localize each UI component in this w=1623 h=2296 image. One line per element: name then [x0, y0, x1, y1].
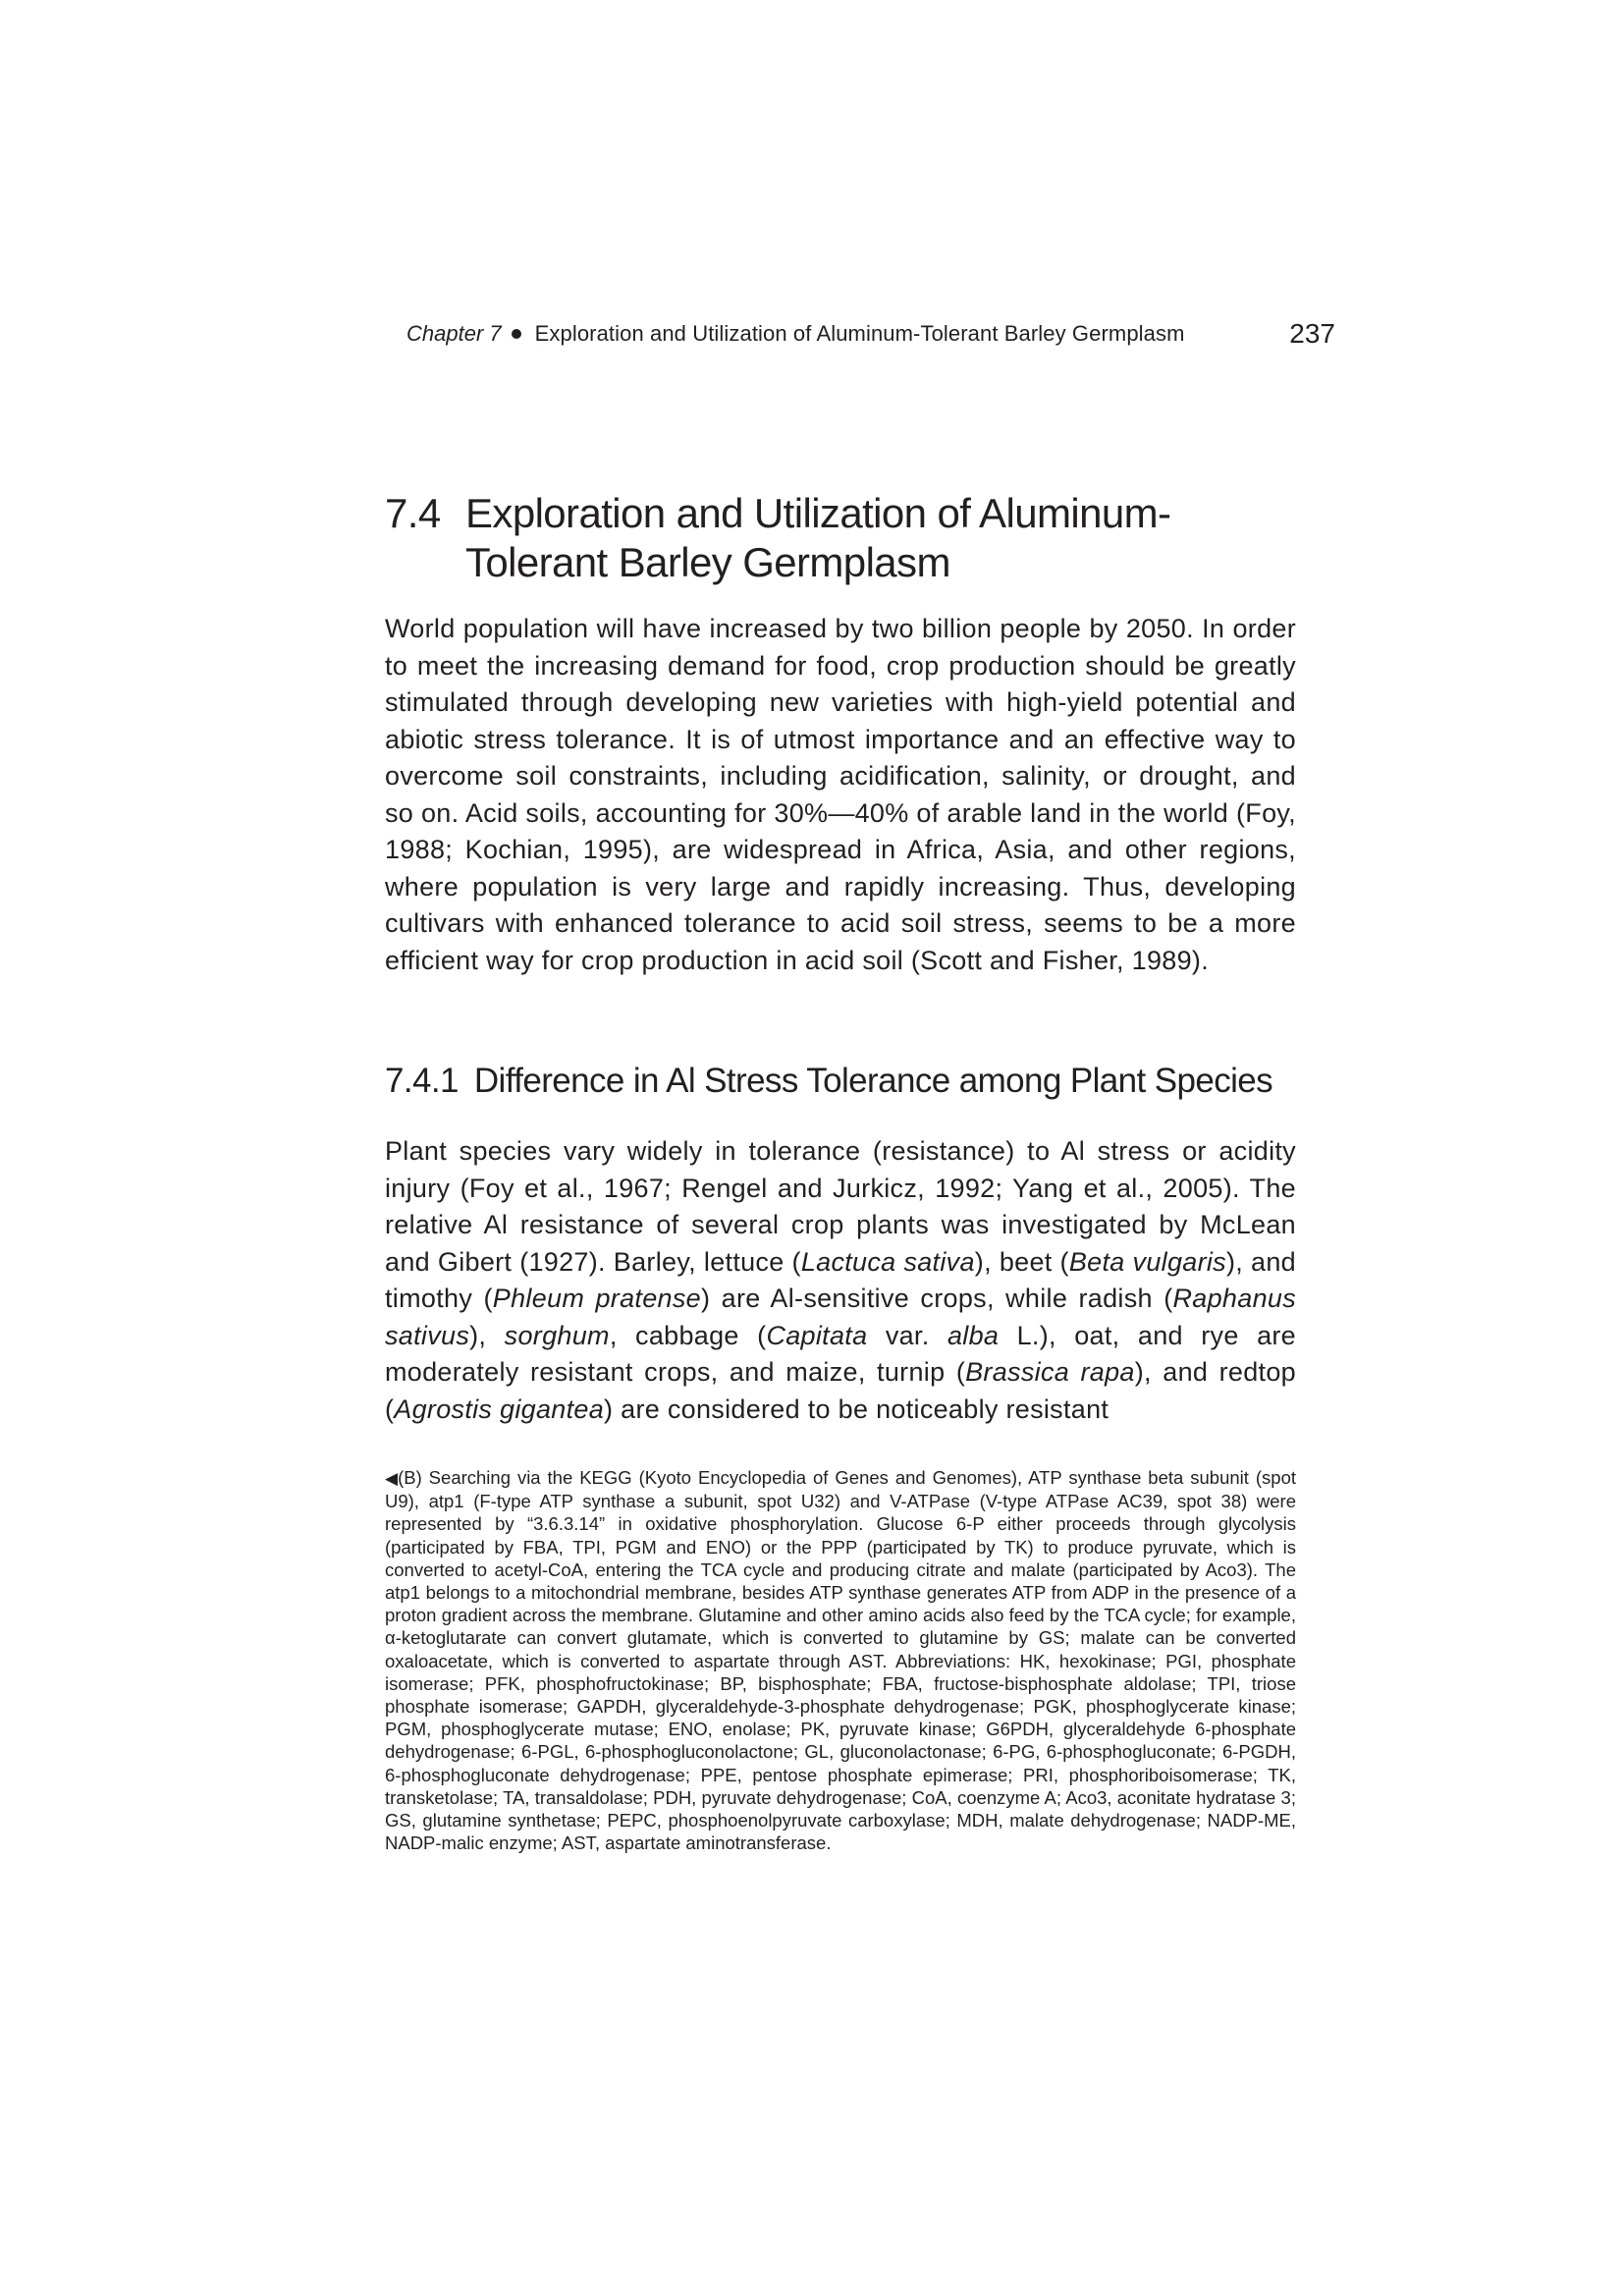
caption-text [385, 1466, 1296, 1854]
bullet-icon [512, 329, 521, 339]
subsection-number: 7.4.1 [385, 1062, 459, 1100]
text-run: var. [867, 1320, 947, 1350]
text-run: ), and redtop ( [385, 1357, 1296, 1424]
text-run: Plant species vary widely in tolerance (resistance) to Al stress or acidity injury (Foy et al., 1967; Rengel and Jurkicz, 1992; Yang et al., 2005). The relative Al resistance of several crop plants was investigated by McLean and Gibert (1927). Barley, lettuce ( [385, 1136, 1296, 1277]
species-name: Beta vulgaris [1068, 1246, 1226, 1277]
species-name: sorghum [504, 1320, 610, 1350]
species-name: Brassica rapa [965, 1357, 1135, 1387]
section-title-line2: Tolerant Barley Germplasm [465, 539, 950, 585]
figure-caption [385, 1466, 1296, 1854]
text-run: World population will have increased by two billion people by 2050. In order to meet the increasing demand for food, crop production should be greatly stimulated through developing new varieties with high-yield potential and abiotic stress tolerance. It is of utmost importance and an effective way to overcome soil constraints, including acidification, salinity, or drought, and so on. Acid soils, accounting for 30%—40% of arable land in the world (Foy, 1988; Kochian, 1995), are widespread in Africa, Asia, and other regions, where population is very large and rapidly increasing. Thus, developing cultivars with enhanced tolerance to acid soil stress, seems to be a more efficient way for crop production in acid soil (Scott and Fisher, 1989). [385, 614, 1296, 975]
text-run: ), and timothy ( [385, 1246, 1297, 1313]
species-name: Phleum pratense [492, 1284, 701, 1313]
species-name: Lactuca sativa [800, 1246, 975, 1277]
subsection-heading [385, 1059, 1296, 1104]
text-run: ), beet ( [974, 1246, 1069, 1277]
subsection-heading-block [385, 1059, 1296, 1104]
section-title-line1: Exploration and Utilization of Aluminum- [465, 490, 1171, 536]
running-header [406, 314, 1335, 354]
text-run: ) are considered to be noticeably resistant [604, 1394, 1109, 1424]
chapter-label: Chapter 7 [406, 321, 502, 346]
section-number: 7.4 [385, 490, 441, 536]
species-name: Capitata [766, 1320, 868, 1350]
species-name: alba [947, 1320, 1000, 1350]
section-heading-block [385, 489, 1296, 587]
text-run: ) are Al-sensitive crops, while radish ( [700, 1284, 1173, 1313]
body-paragraph [385, 1133, 1296, 1428]
text-run: , cabbage ( [609, 1320, 767, 1350]
subsection-body [385, 1133, 1296, 1428]
page-number: 237 [1289, 318, 1335, 349]
text-run: L.), oat, and rye are moderately resistant crops, and maize, turnip ( [385, 1320, 1296, 1387]
species-name: Agrostis gigantea [394, 1394, 605, 1424]
body-paragraph [385, 611, 1296, 979]
caption-body: (B) Searching via the KEGG (Kyoto Encyclopedia of Genes and Genomes), ATP synthase beta subunit (spot U9), atp1 (F-type ATP synthase a subunit, spot U32) and V-ATPase (V-type ATPase AC39, spot 38) were represented by “3.6.3.14” in oxidative phosphorylation. Glucose 6-P either proceeds through glycolysis (participated by FBA, TPI, PGM and ENO) or the PPP (participated by TK) to produce pyruvate, which is converted to acetyl-CoA, entering the TCA cycle and producing citrate and malate (participated by Aco3). The atp1 belongs to a mitochondrial membrane, besides ATP synthase generates ATP from ADP in the presence of a proton gradient across the membrane. Glutamine and other amino acids also feed by the TCA cycle; for example, α-ketoglutarate can convert glutamate, which is converted to glutamine by GS; malate can be converted oxaloacetate, which is converted to aspartate through AST. Abbreviations: HK, hexokinase; PGI, phosphate isomerase; PFK, phosphofructokinase; BP, bisphosphate; FBA, fructose-bisphosphate aldolase; TPI, triose phosphate isomerase; GAPDH, glyceraldehyde-3-phosphate dehydrogenase; PGK, phosphoglycerate kinase; PGM, phosphoglycerate mutase; ENO, enolase; PK, pyruvate kinase; G6PDH, glyceraldehyde 6-phosphate dehydrogenase; 6-PGL, 6-phosphogluconolactone; GL, gluconolactonase; 6-PG, 6-phosphogluconate; 6-PGDH, 6-phosphogluconate dehydrogenase; PPE, pentose phosphate epimerase; PRI, phosphoriboisomerase; TK, transketolase; TA, transaldolase; PDH, pyruvate dehydrogenase; CoA, coenzyme A; Aco3, aconitate hydratase 3; GS, glutamine synthetase; PEPC, phosphoenolpyruvate carboxylase; MDH, malate dehydrogenase; NADP-ME, NADP-malic enzyme; AST, aspartate aminotransferase. [385, 1467, 1296, 1854]
section-body [385, 611, 1296, 979]
running-title: Exploration and Utilization of Aluminum-Tolerant Barley Germplasm [534, 321, 1185, 346]
subsection-title: Difference in Al Stress Tolerance among Plant Species [473, 1062, 1273, 1100]
left-triangle-icon: ◀ [385, 1469, 399, 1488]
species-name: Raphanus sativus [385, 1284, 1296, 1350]
text-run: ), [469, 1320, 505, 1350]
section-heading [385, 489, 1296, 587]
